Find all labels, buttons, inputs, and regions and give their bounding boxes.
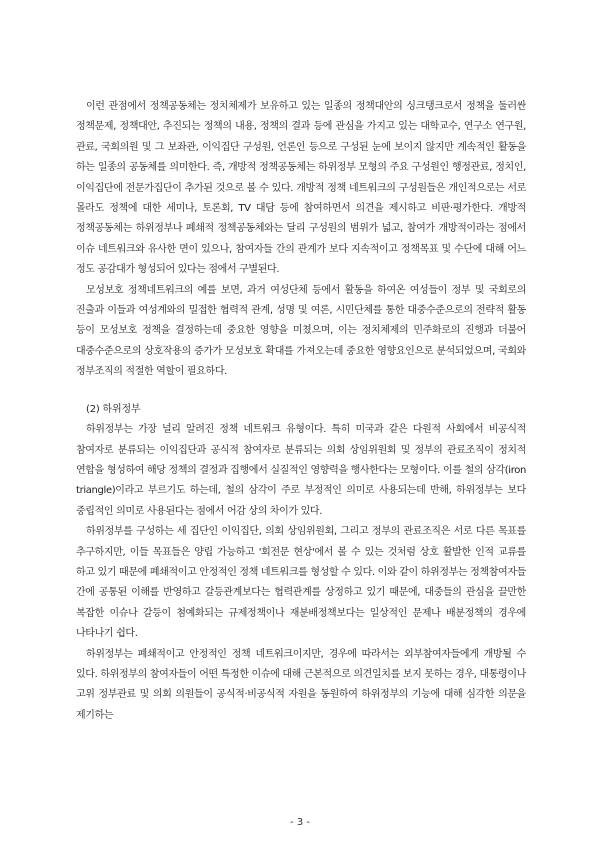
paragraph-subgovernment-openness: 하위정부는 폐쇄적이고 안정적인 정책 네트워크이지만, 경우에 따라서는 외부참여자들에게 개방될 수 있다. 하위정부의 참여자들이 어떤 특정한 이슈에 대해 근본적으로 의견일치를 보지 못하는 경우, 대통령이나 고위 정부관료 및 의회 의원들이 공식적·비공식적 자원을 동원하여 하위정부의 기능에 대해 심각한 의문을 제기하는 <box>76 648 526 721</box>
body-text <box>76 97 526 726</box>
paragraph-policy-community: 이런 관점에서 정책공동체는 정치체제가 보유하고 있는 일종의 정책대안의 싱크탱크로서 정책을 둘러싼 정책문제, 정책대안, 추진되는 정책의 내용, 정책의 결과 등에 관심을 가지고 있는 대학교수, 연구소 연구원, 관료, 국회의원 및 그 보좌관, 이익집단 구성원, 언론인 등으로 구성된 눈에 보이지 않지만 계속적인 활동을 하는 일종의 공동체를 의미한다. 즉, 개방적 정책공동체는 하위정부 모형의 주요 구성원인 행정관료, 정치인, 이익집단에 전문가집단이 추가된 것으로 볼 수 있다. 개방적 정책 네트워크의 구성원들은 개인적으로는 서로 몰라도 정책에 대한 세미나, 토론회, TV 대담 등에 참여하면서 의견을 제시하고 비판·평가한다. 개방적 정책공동체는 하위정부나 폐쇄적 정책공동체와는 달리 구성원의 범위가 넓고, 참여가 개방적이라는 점에서 이슈 네트워크와 유사한 면이 있으나, 참여자들 간의 관계가 보다 지속적이고 정책목표 및 수단에 대해 어느 정도 공감대가 형성되어 있다는 점에서 구별된다. <box>76 101 526 276</box>
section-heading: (2) 하위정부 <box>86 403 141 415</box>
page-number: - 3 - <box>290 817 310 828</box>
paragraph-subgovernment-definition: 하위정부는 가장 널리 알려진 정책 네트워크 유형이다. 특히 미국과 같은 다원적 사회에서 비공식적 참여자로 분류되는 이익집단과 공식적 참여자로 분류되는 의회 상임위원회 및 정부의 관료조직이 정치적 연합을 형성하여 해당 정책의 결정과 집행에서 실질적인 영향력을 행사한다는 모형이다. 이를 철의 삼각(iron triangle)이라고 부르기도 하는데, 철의 삼각이 주로 부정적인 의미로 사용되는데 반해, 하위정부는 보다 중립적인 의미로 사용된다는 점에서 어감 상의 차이가 있다. <box>76 424 526 517</box>
paragraph-subgovernment-composition: 하위정부를 구성하는 세 집단인 이익집단, 의회 상임위원회, 그리고 정부의 관료조직은 서로 다른 목표를 추구하지만, 이들 목표들은 양립 가능하고 '회전문 현상'에서 볼 수 있는 것처럼 상호 활발한 인적 교류를 하고 있기 때문에 폐쇄적이고 안정적인 정책 네트워크를 형성할 수 있다. 이와 같이 하위정부는 정책참여자들 간에 공통된 이해를 반영하고 갈등관계보다는 협력관계를 상정하고 있기 때문에, 대중들의 관심을 끌만한 복잡한 이슈나 갈등이 첨예화되는 규제정책이나 재분배정책보다는 일상적인 문제나 배분정책의 경우에 나타나기 쉽다. <box>76 526 526 640</box>
paragraph-maternity-protection: 모성보호 정책네트워크의 예를 보면, 과거 여성단체 등에서 활동을 하여온 여성들이 정부 및 국회로의 진출과 이들과 여성계와의 밀접한 협력적 관계, 성명 및 여론, 시민단체를 통한 대중수준으로의 전략적 활동 등이 모성보호 정책을 결정하는데 중요한 영향을 미쳤으며, 이는 정치체제의 민주화로의 진행과 더불어 대중수준으로의 상호작용의 증가가 모성보호 확대를 가져오는데 중요한 영향요인으로 분석되었으며, 국회와 정부조직의 적절한 역할이 필요하다. <box>76 284 526 378</box>
